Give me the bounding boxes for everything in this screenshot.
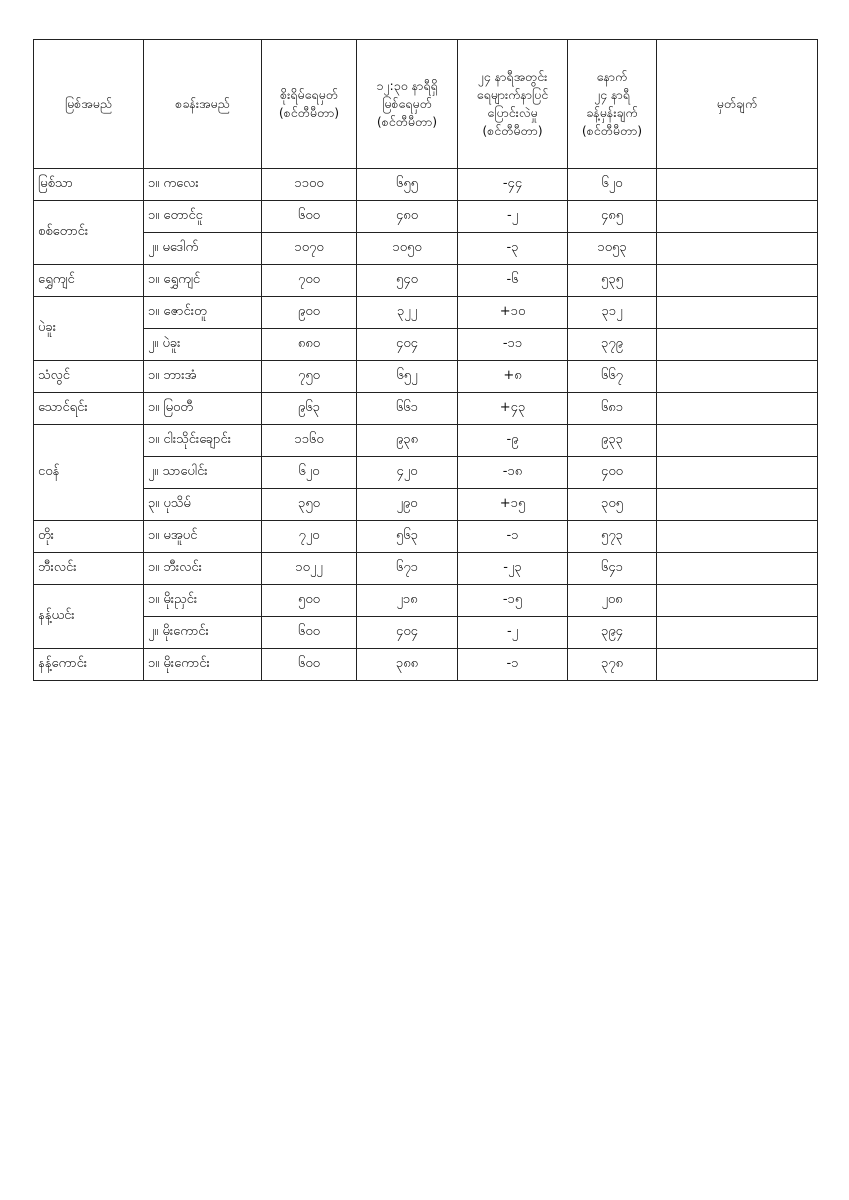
- current-level-cell: ၃၈၈: [357, 649, 458, 681]
- river-name-cell: မြစ်သာ: [34, 169, 144, 201]
- header-line: မှတ်ချက်: [716, 96, 758, 111]
- header-row: [34, 40, 818, 169]
- remarks-cell: [657, 617, 818, 649]
- station-name-cell: ၁။ မြဝတီ: [144, 393, 262, 425]
- remarks-cell: [657, 169, 818, 201]
- header-line: ပြောင်းလဲမှု: [487, 105, 538, 120]
- change-cell: -၁၁: [458, 329, 568, 361]
- table-row: [34, 233, 818, 265]
- change-cell: -၂: [458, 617, 568, 649]
- current-level-cell: ၂၉၀: [357, 489, 458, 521]
- change-cell: -၁၈: [458, 457, 568, 489]
- forecast-cell: ၆၂၀: [568, 169, 657, 201]
- remarks-cell: [657, 521, 818, 553]
- table-row: [34, 393, 818, 425]
- remarks-cell: [657, 585, 818, 617]
- change-cell: +၁၅: [458, 489, 568, 521]
- change-cell: -၁: [458, 521, 568, 553]
- forecast-cell: ၃၀၅: [568, 489, 657, 521]
- station-name-cell: ၁။ မိုးညှင်း: [144, 585, 262, 617]
- table-row: [34, 553, 818, 585]
- remarks-cell: [657, 425, 818, 457]
- header-line: စိုးရိမ်ရေမှတ်: [280, 87, 338, 102]
- header-line: (စင်တီမီတာ): [278, 105, 340, 120]
- forecast-cell: ၆၆၇: [568, 361, 657, 393]
- change-cell: -၃: [458, 233, 568, 265]
- river-name-cell: နန့်ကောင်း: [34, 649, 144, 681]
- river-name-cell: ပဲခူး: [34, 297, 144, 361]
- station-name-cell: ၁။ တောင်ငူ: [144, 201, 262, 233]
- header-danger-level: [262, 40, 357, 169]
- header-line: (စင်တီမီတာ): [581, 123, 643, 138]
- danger-level-cell: ၅၀၀: [262, 585, 357, 617]
- danger-level-cell: ၇၂၀: [262, 521, 357, 553]
- current-level-cell: ၅၆၃: [357, 521, 458, 553]
- danger-level-cell: ၁၀၇၀: [262, 233, 357, 265]
- current-level-cell: ၄၈၀: [357, 201, 458, 233]
- danger-level-cell: ၁၁၀၀: [262, 169, 357, 201]
- station-name-cell: ၁။ ဇောင်းတူ: [144, 297, 262, 329]
- station-name-cell: ၁။ ကလေး: [144, 169, 262, 201]
- station-name-cell: ၁။ ငါးသိုင်းချောင်း: [144, 425, 262, 457]
- danger-level-cell: ၁၀၂၂: [262, 553, 357, 585]
- header-line: ခန့်မှန်းချက်: [586, 105, 638, 120]
- station-name-cell: ၃။ ပုသိမ်: [144, 489, 262, 521]
- header-24h-change: [458, 40, 568, 169]
- forecast-cell: ၅၃၅: [568, 265, 657, 297]
- river-name-cell: တိုး: [34, 521, 144, 553]
- danger-level-cell: ၆၀၀: [262, 617, 357, 649]
- change-cell: -၄၄: [458, 169, 568, 201]
- forecast-cell: ၆၈၁: [568, 393, 657, 425]
- river-name-cell: ရွှေကျင်: [34, 265, 144, 297]
- river-name-cell: နန့်ယင်း: [34, 585, 144, 649]
- table-row: [34, 585, 818, 617]
- remarks-cell: [657, 297, 818, 329]
- change-cell: -၂: [458, 201, 568, 233]
- station-name-cell: ၂။ ပဲခူး: [144, 329, 262, 361]
- header-line: ၂၄ နာရီ: [594, 87, 630, 102]
- current-level-cell: ၆၇၁: [357, 553, 458, 585]
- remarks-cell: [657, 649, 818, 681]
- danger-level-cell: ၆၀၀: [262, 201, 357, 233]
- change-cell: -၁: [458, 649, 568, 681]
- river-water-level-table: [33, 39, 818, 681]
- table-row: [34, 489, 818, 521]
- table-row: [34, 649, 818, 681]
- table-row: [34, 521, 818, 553]
- forecast-cell: ၃၁၂: [568, 297, 657, 329]
- current-level-cell: ၆၆၁: [357, 393, 458, 425]
- header-line: မြစ်အမည်: [65, 96, 112, 111]
- remarks-cell: [657, 393, 818, 425]
- table-row: [34, 361, 818, 393]
- change-cell: -၂၃: [458, 553, 568, 585]
- forecast-cell: ၄၀၀: [568, 457, 657, 489]
- forecast-cell: ၅၇၃: [568, 521, 657, 553]
- station-name-cell: ၂။ သာပေါင်း: [144, 457, 262, 489]
- current-level-cell: ၁၀၅၀: [357, 233, 458, 265]
- current-level-cell: ၄၀၄: [357, 617, 458, 649]
- change-cell: +၄၃: [458, 393, 568, 425]
- station-name-cell: ၁။ မိုးကောင်း: [144, 649, 262, 681]
- forecast-cell: ၃၉၄: [568, 617, 657, 649]
- header-station-name: [144, 40, 262, 169]
- forecast-cell: ၁၀၅၃: [568, 233, 657, 265]
- table-row: [34, 201, 818, 233]
- remarks-cell: [657, 489, 818, 521]
- header-line: နောက်: [596, 69, 628, 84]
- header-river-name: [34, 40, 144, 169]
- change-cell: -၁၅: [458, 585, 568, 617]
- danger-level-cell: ၈၈၀: [262, 329, 357, 361]
- forecast-cell: ၄၈၅: [568, 201, 657, 233]
- change-cell: -၆: [458, 265, 568, 297]
- danger-level-cell: ၉၀၀: [262, 297, 357, 329]
- danger-level-cell: ၆၂၀: [262, 457, 357, 489]
- table-row: [34, 617, 818, 649]
- change-cell: +၈: [458, 361, 568, 393]
- forecast-cell: ၆၄၁: [568, 553, 657, 585]
- header-line: ၂၄ နာရီအတွင်း: [477, 69, 548, 84]
- table-row: [34, 457, 818, 489]
- header-line: မြစ်ရေမှတ်: [382, 96, 432, 111]
- change-cell: -၉: [458, 425, 568, 457]
- table-row: [34, 297, 818, 329]
- remarks-cell: [657, 265, 818, 297]
- river-name-cell: သံလွင်: [34, 361, 144, 393]
- remarks-cell: [657, 457, 818, 489]
- header-current-level: [357, 40, 458, 169]
- current-level-cell: ၅၄၀: [357, 265, 458, 297]
- remarks-cell: [657, 233, 818, 265]
- header-line: ၁၂:၃၀ နာရီရှိ: [376, 78, 438, 93]
- header-line: (စင်တီမီတာ): [482, 123, 543, 138]
- station-name-cell: ၂။ မဒေါက်: [144, 233, 262, 265]
- current-level-cell: ၉၃၈: [357, 425, 458, 457]
- table-row: [34, 425, 818, 457]
- header-24h-forecast: [568, 40, 657, 169]
- header-line: စခန်းအမည်: [175, 96, 230, 111]
- forecast-cell: ၂၀၈: [568, 585, 657, 617]
- remarks-cell: [657, 553, 818, 585]
- current-level-cell: ၄၀၄: [357, 329, 458, 361]
- station-name-cell: ၁။ ရွှေကျင်: [144, 265, 262, 297]
- station-name-cell: ၁။ ဘီးလင်း: [144, 553, 262, 585]
- header-line: (စင်တီမီတာ): [376, 114, 438, 129]
- header-remarks: [657, 40, 818, 169]
- river-name-cell: ဘီးလင်း: [34, 553, 144, 585]
- station-name-cell: ၁။ ဘားအံ: [144, 361, 262, 393]
- danger-level-cell: ၇၅၀: [262, 361, 357, 393]
- current-level-cell: ၃၂၂: [357, 297, 458, 329]
- danger-level-cell: ၁၁၆၀: [262, 425, 357, 457]
- table-row: [34, 265, 818, 297]
- remarks-cell: [657, 361, 818, 393]
- danger-level-cell: ၇၀၀: [262, 265, 357, 297]
- table-body: [34, 169, 818, 681]
- danger-level-cell: ၆၀၀: [262, 649, 357, 681]
- forecast-cell: ၉၃၃: [568, 425, 657, 457]
- station-name-cell: ၁။ မအူပင်: [144, 521, 262, 553]
- current-level-cell: ၂၁၈: [357, 585, 458, 617]
- river-name-cell: သောင်ရင်း: [34, 393, 144, 425]
- forecast-cell: ၃၇၉: [568, 329, 657, 361]
- remarks-cell: [657, 329, 818, 361]
- change-cell: +၁၀: [458, 297, 568, 329]
- forecast-cell: ၃၇၈: [568, 649, 657, 681]
- danger-level-cell: ၃၅၀: [262, 489, 357, 521]
- table-row: [34, 329, 818, 361]
- danger-level-cell: ၉၆၃: [262, 393, 357, 425]
- current-level-cell: ၆၅၅: [357, 169, 458, 201]
- river-name-cell: ငဝန်: [34, 425, 144, 521]
- table-row: [34, 169, 818, 201]
- river-name-cell: စစ်တောင်း: [34, 201, 144, 265]
- remarks-cell: [657, 201, 818, 233]
- current-level-cell: ၄၂၀: [357, 457, 458, 489]
- station-name-cell: ၂။ မိုးကောင်း: [144, 617, 262, 649]
- header-line: ရေများက်နာပြင်: [476, 87, 549, 102]
- current-level-cell: ၆၅၂: [357, 361, 458, 393]
